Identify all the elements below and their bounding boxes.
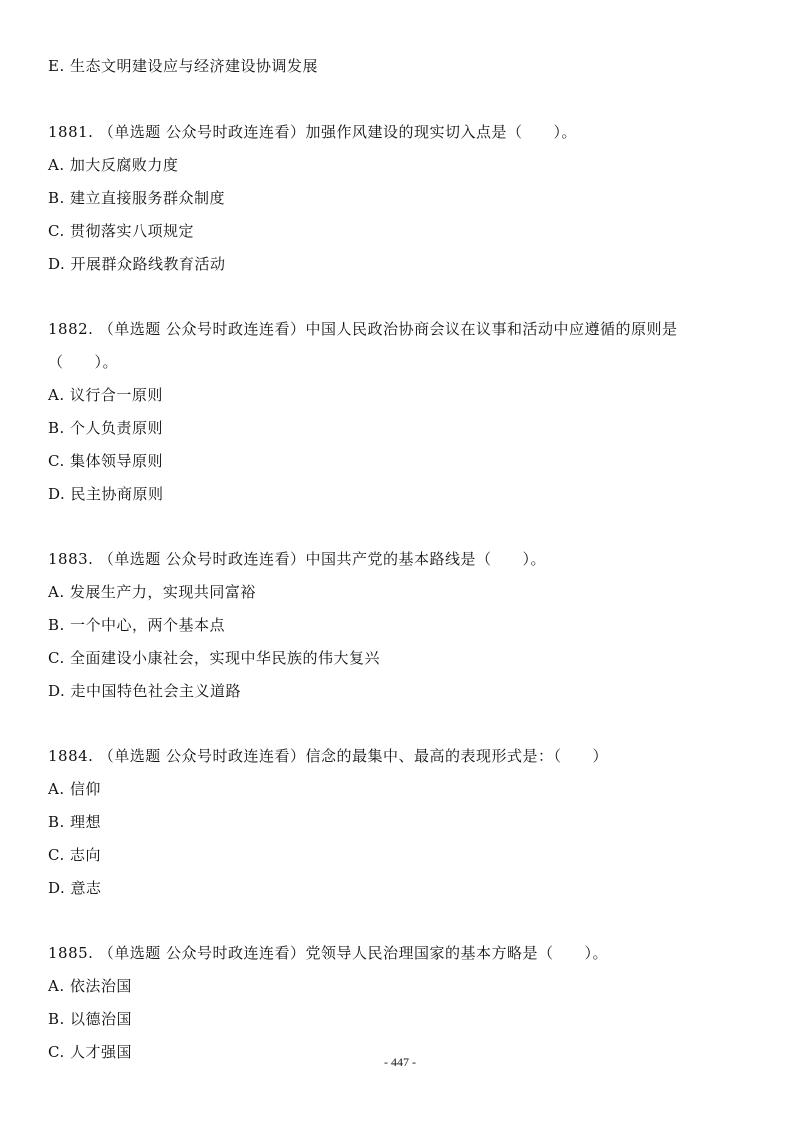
option-c: C. 贯彻落实八项规定	[48, 222, 194, 240]
page-number: - 447 -	[384, 1055, 416, 1069]
option-a: A. 信仰	[48, 780, 101, 798]
option-a: A. 依法治国	[48, 977, 132, 995]
option-c: C. 人才强国	[48, 1043, 132, 1061]
option-c: C. 集体领导原则	[48, 452, 163, 470]
option-b: B. 一个中心，两个基本点	[48, 616, 226, 634]
question-stem-continued: （ ）。	[48, 353, 119, 371]
question-stem: 1885. （单选题 公众号时政连连看）党领导人民治理国家的基本方略是（ ）。	[48, 944, 608, 962]
question-stem: 1884. （单选题 公众号时政连连看）信念的最集中、最高的表现形式是：（ ）	[48, 747, 608, 765]
option-b: B. 以德治国	[48, 1010, 133, 1028]
option-d: D. 开展群众路线教育活动	[48, 255, 226, 273]
option-b: B. 建立直接服务群众制度	[48, 189, 226, 207]
option-d: D. 意志	[48, 879, 102, 897]
option-a: A. 议行合一原则	[48, 386, 163, 404]
option-c: C. 全面建设小康社会，实现中华民族的伟大复兴	[48, 649, 380, 667]
question-stem: 1882. （单选题 公众号时政连连看）中国人民政治协商会议在议事和活动中应遵循的原则是	[48, 320, 678, 338]
option-b: B. 理想	[48, 813, 102, 831]
lead-option-e: E. 生态文明建设应与经济建设协调发展	[48, 57, 318, 75]
option-c: C. 志向	[48, 846, 101, 864]
option-d: D. 走中国特色社会主义道路	[48, 682, 242, 700]
option-a: A. 加大反腐败力度	[48, 156, 179, 174]
option-d: D. 民主协商原则	[48, 485, 164, 503]
option-a: A. 发展生产力，实现共同富裕	[48, 583, 256, 601]
option-b: B. 个人负责原则	[48, 419, 164, 437]
question-stem: 1883. （单选题 公众号时政连连看）中国共产党的基本路线是（ ）。	[48, 550, 546, 568]
question-stem: 1881. （单选题 公众号时政连连看）加强作风建设的现实切入点是（ ）。	[48, 123, 577, 141]
